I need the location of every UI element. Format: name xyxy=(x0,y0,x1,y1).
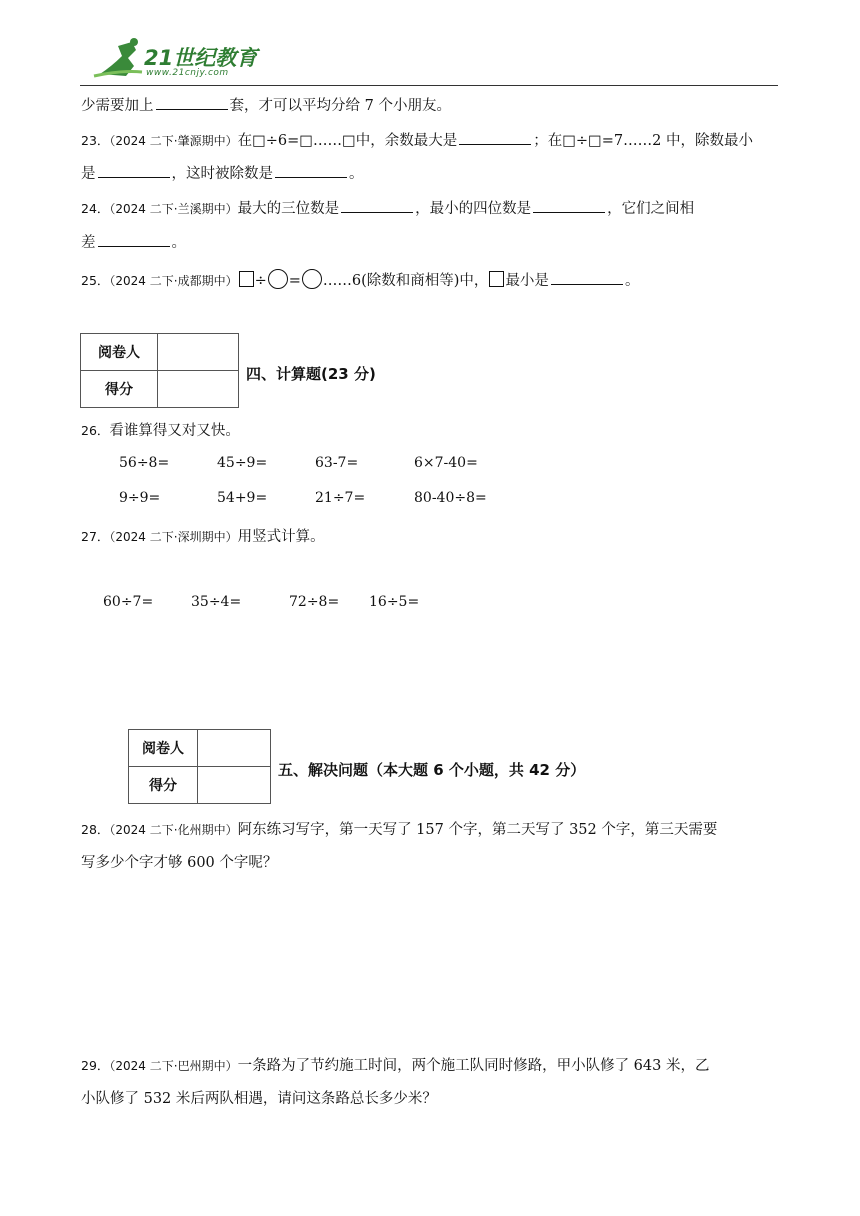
score-label: 得分 xyxy=(129,767,198,804)
q27-expr: 72÷8= xyxy=(289,594,340,610)
q28-source: （2024 二下·化州期中） xyxy=(109,823,238,837)
q23-text-a: 在□÷6=□……□中，余数最大是 xyxy=(237,133,458,149)
section5-title: 五、解决问题（本大题 6 个小题，共 42 分） xyxy=(278,761,586,779)
square-box-icon xyxy=(239,271,254,287)
q26-line xyxy=(81,419,240,440)
q25-line xyxy=(81,269,639,290)
answer-blank[interactable] xyxy=(533,198,605,213)
q27-source: （2024 二下·深圳期中） xyxy=(109,530,238,544)
q24-text-c: ，它们之间相 xyxy=(607,201,695,217)
answer-blank[interactable] xyxy=(341,198,413,213)
answer-blank[interactable] xyxy=(551,270,623,285)
q24-number: 24． xyxy=(81,201,110,216)
q28-number: 28． xyxy=(81,822,110,837)
q26-expr: 63-7= xyxy=(315,455,359,471)
q24-line1 xyxy=(81,197,694,218)
q29-line1 xyxy=(81,1054,709,1075)
q23-text-c: 是 xyxy=(81,166,96,182)
logo-text: 21世纪教育 xyxy=(144,46,258,70)
score-label: 得分 xyxy=(81,371,158,408)
q23-text-e: 。 xyxy=(349,166,364,182)
q23-number: 23． xyxy=(81,133,110,148)
q26-expr: 54+9= xyxy=(217,490,268,506)
answer-blank[interactable] xyxy=(98,163,170,178)
q24-text-a: 最大的三位数是 xyxy=(237,201,340,217)
q25-text-c: 。 xyxy=(624,273,640,289)
q28-text1: 阿东练习写字，第一天写了 157 个字，第二天写了 352 个字，第三天需要 xyxy=(237,822,718,838)
answer-blank[interactable] xyxy=(459,130,531,145)
q25-source: （2024 二下·成都期中） xyxy=(109,274,238,288)
q26-expr: 6×7-40= xyxy=(414,455,478,471)
q29-line2: 小队修了 532 米后两队相遇，请问这条路总长多少米？ xyxy=(81,1091,437,1107)
q25-div: ÷ xyxy=(254,273,267,289)
logo-url: www.21cnjy.com xyxy=(146,68,229,78)
q23-line1 xyxy=(81,129,753,150)
q23-text-d: ，这时被除数是 xyxy=(171,166,273,182)
section5-score-table xyxy=(128,729,271,804)
circle-box-icon xyxy=(302,269,322,289)
q29-text1: 一条路为了节约施工时间，两个施工队同时修路，甲小队修了 643 米，乙 xyxy=(237,1058,710,1074)
q25-number: 25． xyxy=(81,273,110,288)
q27-text: 用竖式计算。 xyxy=(237,529,325,545)
q22-text: 少需要加上 xyxy=(81,98,154,114)
q27-expr: 60÷7= xyxy=(103,594,154,610)
score-cell[interactable] xyxy=(158,371,239,408)
q26-number: 26． xyxy=(81,423,110,438)
q23-source: （2024 二下·肇源期中） xyxy=(109,134,238,148)
answer-blank[interactable] xyxy=(156,95,228,110)
q25-text-b: 最小是 xyxy=(505,273,549,289)
q22-tail: 套，才可以平均分给 7 个小朋友。 xyxy=(229,98,451,114)
q26-expr: 45÷9= xyxy=(217,455,268,471)
reviewer-cell[interactable] xyxy=(158,334,239,371)
q27-expr: 16÷5= xyxy=(369,594,420,610)
circle-box-icon xyxy=(268,269,288,289)
q24-text-d: 差 xyxy=(81,235,96,251)
header-divider xyxy=(80,85,778,86)
q26-expr: 9÷9= xyxy=(119,490,161,506)
q25-eq: = xyxy=(288,273,301,289)
q25-text-a: ……6(除数和商相等)中， xyxy=(322,273,489,289)
logo xyxy=(92,36,262,82)
q24-source: （2024 二下·兰溪期中） xyxy=(109,202,238,216)
reviewer-label: 阅卷人 xyxy=(129,730,198,767)
q28-line1 xyxy=(81,818,717,839)
reviewer-label: 阅卷人 xyxy=(81,334,158,371)
q28-line2: 写多少个字才够 600 个字呢？ xyxy=(81,855,278,871)
q23-line2 xyxy=(81,162,364,183)
q27-number: 27． xyxy=(81,529,110,544)
q24-line2 xyxy=(81,231,186,252)
section4-title: 四、计算题(23 分) xyxy=(246,365,376,383)
score-cell[interactable] xyxy=(198,767,271,804)
q27-line xyxy=(81,525,325,546)
q24-text-e: 。 xyxy=(171,235,186,251)
q26-expr: 21÷7= xyxy=(315,490,366,506)
q29-number: 29． xyxy=(81,1058,110,1073)
q24-text-b: ，最小的四位数是 xyxy=(415,201,532,217)
answer-blank[interactable] xyxy=(275,163,347,178)
q27-expr: 35÷4= xyxy=(191,594,242,610)
q26-text: 看谁算得又对又快。 xyxy=(109,423,240,439)
answer-blank[interactable] xyxy=(98,232,170,247)
q26-expr: 80-40÷8= xyxy=(414,490,487,506)
reviewer-cell[interactable] xyxy=(198,730,271,767)
q26-expr: 56÷8= xyxy=(119,455,170,471)
square-box-icon xyxy=(489,271,504,287)
q22-line xyxy=(81,94,451,115)
q23-text-b: ；在□÷□=7……2 中，除数最小 xyxy=(533,133,753,149)
q29-source: （2024 二下·巴州期中） xyxy=(109,1059,238,1073)
section4-score-table xyxy=(80,333,239,408)
